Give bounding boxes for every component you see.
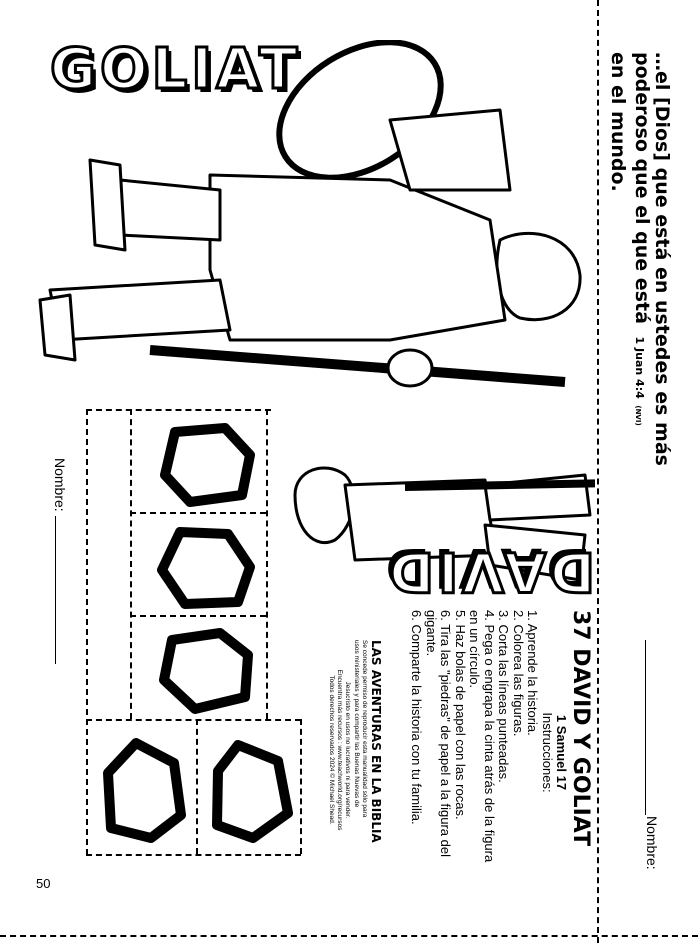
step-4: 4. Pega o engrapa la cinta atrás de la figura [482, 610, 497, 863]
name-line-left [55, 516, 68, 664]
goliath-title: GOLIAT [50, 37, 302, 102]
step-6-cont: gigante. [424, 610, 439, 657]
name-label-left-text: Nombre: [52, 458, 68, 512]
name-label-right [644, 816, 660, 870]
lesson-title: DAVID Y GOLIAT [568, 648, 593, 847]
verse-line-1: …el [Dios] que está en ustedes es más [651, 52, 673, 466]
rock-3 [150, 625, 260, 715]
verse-version: (NVI) [634, 405, 642, 426]
cut-line-rock-5 [300, 719, 302, 854]
step-4-cont: en un círculo. [467, 610, 483, 689]
copyright: Todos derechos reservados 2024 © Michael Shead. [327, 675, 335, 825]
step-3: 3. Corta las líneas punteadas. [496, 610, 512, 783]
lesson-number: 37 [568, 610, 593, 641]
cut-line-strip-left [86, 409, 88, 855]
name-label-right-text: Nombre: [644, 816, 660, 870]
cut-line-strip-bottom [86, 854, 301, 856]
more-resources: Encuentra más recursos : www.teachworld.org/recursos [336, 669, 344, 831]
cut-line-strip-right [266, 409, 268, 719]
permission-line-3: Jesucristo en usos no lucrativos ni para vender. [344, 681, 352, 819]
permission-line-1: Se concede permiso de reproducir esta manualidad sólo para [361, 640, 368, 818]
cut-line-right [597, 0, 599, 943]
lesson-reference: 1 Samuel 17 [554, 714, 569, 791]
brand-block [327, 640, 383, 860]
step-6: 6. Tira las "piedras" de papel a la figura del [438, 610, 454, 857]
rock-4 [96, 733, 191, 848]
verse-line-2-text: poderoso que el que está [631, 52, 653, 324]
verse-reference: 1 Juan 4:4 [633, 336, 646, 399]
brand-name: LAS AVENTURAS EN LA BIBLIA [369, 640, 383, 843]
lesson-header [568, 610, 592, 895]
rock-2 [150, 522, 260, 612]
cut-line-rock-4 [196, 719, 198, 854]
name-line-right [645, 640, 646, 815]
instructions-label: Instrucciones: [540, 712, 555, 793]
page-number: 50 [36, 876, 51, 891]
permission-line-2: usos ministeriales y para compartir las Buenas Nuevas de [352, 640, 360, 808]
cut-line-rock-3 [86, 719, 301, 721]
step-5: 5. Haz bolas de papel con las rocas. [453, 610, 468, 820]
cut-line-strip-mid [130, 409, 132, 719]
cut-line-rock-1 [130, 512, 266, 514]
cut-line-bottom [0, 935, 698, 937]
cut-line-strip-top [86, 409, 271, 411]
rock-1 [150, 420, 260, 510]
rock-5 [203, 733, 298, 848]
memory-verse [608, 52, 672, 466]
name-label-left [52, 458, 68, 664]
step-1: 1. Aprende la historia. [525, 610, 541, 736]
step-7: 6. Comparte la historia con tu familia. [409, 610, 425, 825]
cut-line-rock-2 [130, 615, 266, 617]
verse-line-2 [628, 52, 652, 466]
step-2: 2. Colorea las figuras. [511, 610, 526, 737]
david-title: DAVID [385, 540, 595, 603]
verse-line-3: en el mundo. [607, 52, 629, 192]
instructions-block [409, 610, 592, 895]
